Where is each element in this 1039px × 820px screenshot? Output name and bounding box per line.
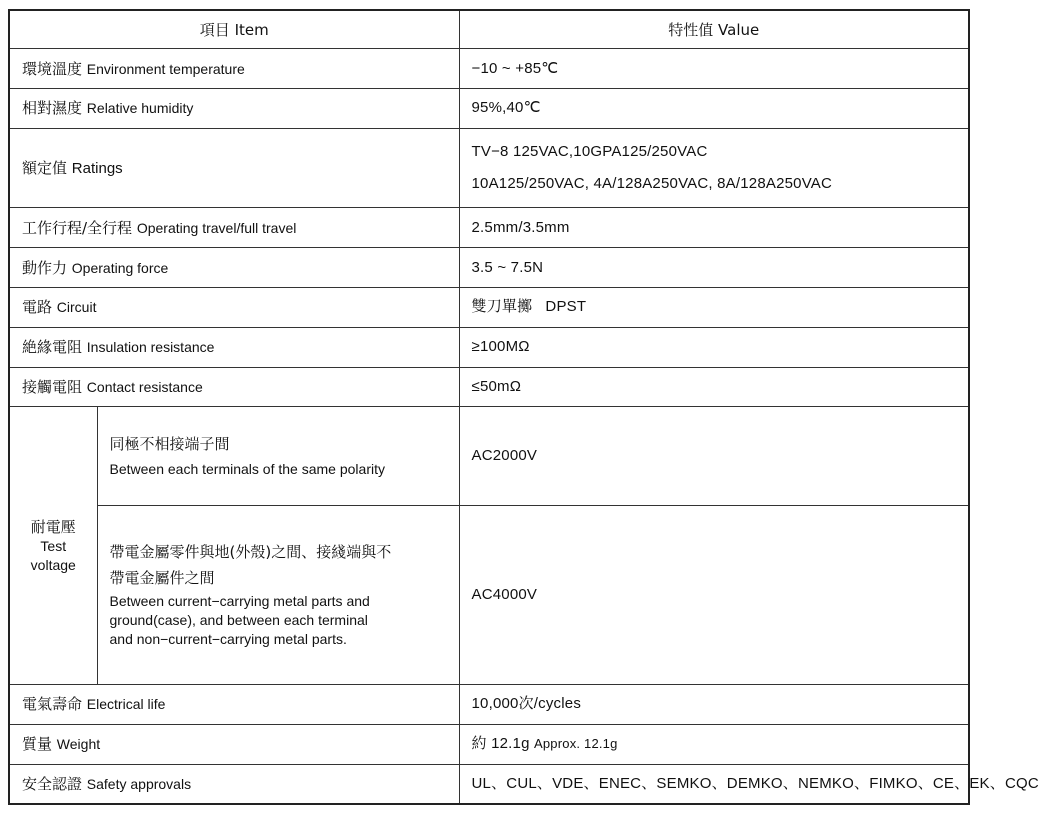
item-1-cn: 同極不相接端子間 [109,434,230,453]
label-en: Operating travel/full travel [136,219,297,236]
value-circuit: 雙刀單擲 DPST [459,288,969,328]
label-cn: 動作力 [22,258,68,277]
label-cn: 安全認證 [22,774,83,793]
header-item: 項目 Item [9,10,459,49]
specification-table [8,9,1039,805]
value-test-voltage-1: AC2000V [459,407,969,506]
label-en: Electrical life [86,696,166,713]
value-contact-resistance: ≤50mΩ [459,367,969,407]
label-en: Operating force [71,259,169,276]
label-operating-force [9,248,459,288]
label-cn: 電氣壽命 [22,695,83,714]
row-relative-humidity [9,89,969,129]
label-cn: 相對濕度 [22,99,83,118]
row-operating-force [9,248,969,288]
label-electrical-life [9,685,459,725]
value-operating-travel: 2.5mm/3.5mm [459,208,969,248]
item-2-cn-1: 帶電金屬零件與地(外殼)之間、接綫端與不 [109,542,392,561]
label-cn: 環境溫度 [22,59,83,78]
test-voltage-item-1 [97,407,459,506]
ratings-line-1: TV−8 125VAC,10GPA125/250VAC [471,142,708,160]
label-en: Insulation resistance [86,339,215,356]
label-cn: 接觸電阻 [22,377,83,396]
item-2-en-1: Between current−carrying metal parts and [109,593,370,610]
label-weight [9,724,459,764]
label-ratings [9,128,459,208]
label-en: Contact resistance [86,378,203,395]
test-voltage-en-2: voltage [30,556,76,573]
test-voltage-item-2 [97,506,459,685]
label-en: Environment temperature [86,60,245,77]
value-test-voltage-2: AC4000V [459,506,969,685]
weight-en: Approx. 12.1g [534,736,618,752]
value-environment-temperature: −10 ~ +85℃ [459,49,969,89]
row-circuit [9,288,969,328]
label-en: Circuit [56,299,97,316]
weight-cn: 約 12.1g [471,735,530,753]
value-safety-approvals: UL、CUL、VDE、ENEC、SEMKO、DEMKO、NEMKO、FIMKO、CE、EK、CQC [459,764,969,804]
row-insulation-resistance [9,327,969,367]
row-test-voltage-2 [9,506,969,685]
value-relative-humidity: 95%,40℃ [459,89,969,129]
label-contact-resistance [9,367,459,407]
item-2-cn-2: 帶電金屬件之間 [109,568,215,587]
test-voltage-cn: 耐電壓 [30,517,76,536]
row-contact-resistance [9,367,969,407]
row-ratings [9,128,969,208]
label-cn: 絶緣電阻 [22,338,83,357]
row-environment-temperature [9,49,969,89]
label-cn: 額定值 [22,158,68,177]
row-operating-travel [9,208,969,248]
label-insulation-resistance [9,327,459,367]
test-voltage-en-1: Test [40,537,67,554]
label-en: Relative humidity [86,100,194,117]
label-test-voltage [9,407,97,685]
label-cn: 工作行程/全行程 [22,218,133,237]
label-environment-temperature [9,49,459,89]
label-relative-humidity [9,89,459,129]
label-cn: 電路 [22,298,53,317]
value-ratings [459,128,969,208]
header-row [9,10,969,49]
label-en: Safety approvals [86,775,192,792]
label-safety-approvals [9,764,459,804]
value-insulation-resistance: ≥100MΩ [459,327,969,367]
row-weight [9,724,969,764]
row-test-voltage-1 [9,407,969,506]
row-electrical-life [9,685,969,725]
label-en: Ratings [71,159,123,177]
value-operating-force: 3.5 ~ 7.5N [459,248,969,288]
label-circuit [9,288,459,328]
ratings-line-2: 10A125/250VAC, 4A/128A250VAC, 8A/128A250VAC [471,175,833,193]
item-1-en: Between each terminals of the same polarity [109,461,385,478]
row-safety-approvals [9,764,969,804]
value-electrical-life: 10,000次/cycles [459,685,969,725]
label-en: Weight [56,736,101,753]
value-weight [459,724,969,764]
item-2-en-2: ground(case), and between each terminal [109,612,368,629]
label-cn: 質量 [22,735,53,754]
label-operating-travel [9,208,459,248]
item-2-en-3: and non−current−carrying metal parts. [109,630,347,647]
header-value: 特性值 Value [459,10,969,49]
